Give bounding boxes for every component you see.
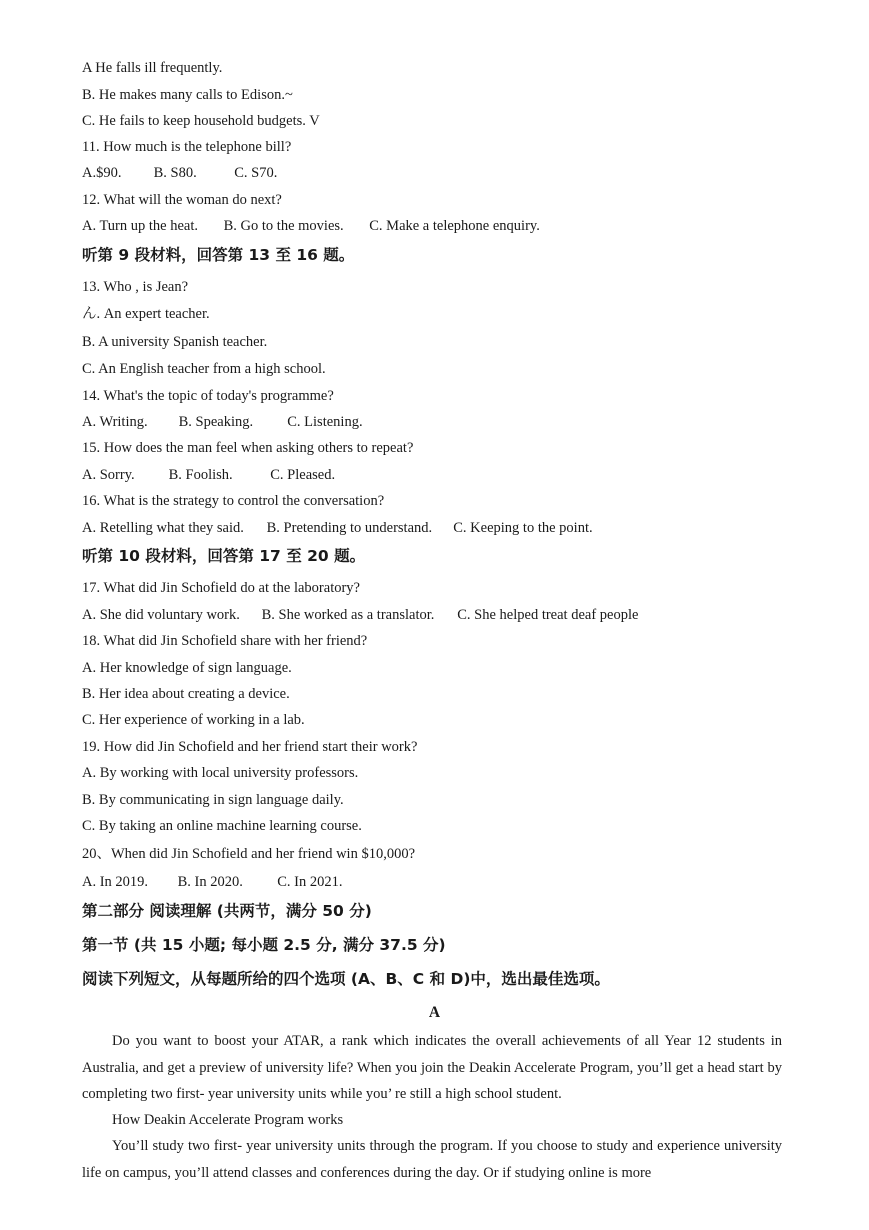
q18-option-a: A. Her knowledge of sign language. <box>82 660 292 676</box>
q17-option-a: A. She did voluntary work. <box>82 607 240 623</box>
q15-question: 15. How does the man feel when asking others to repeat? <box>82 440 414 456</box>
section-9-heading: 听第 9 段材料，回答第 13 至 16 题。 <box>82 246 355 264</box>
q16-option-b: B. Pretending to understand. <box>266 520 433 536</box>
passage-subheading: How Deakin Accelerate Program works <box>112 1112 344 1128</box>
q15-option-b: B. Foolish. <box>168 467 233 483</box>
q11-option-a: A.$90. <box>82 165 122 181</box>
q20-option-b: B. In 2020. <box>177 874 243 890</box>
section-10-heading: 听第 10 段材料，回答第 17 至 20 题。 <box>82 547 366 565</box>
q13-option-c: C. An English teacher from a high school. <box>82 361 326 377</box>
q16-option-c: C. Keeping to the point. <box>453 520 593 536</box>
q20-question: 20、When did Jin Schofield and her friend win $10,000? <box>82 846 416 862</box>
q10-option-a: A He falls ill frequently. <box>82 60 223 76</box>
q16-option-a: A. Retelling what they said. <box>82 520 244 536</box>
q13-option-a: ん. An expert teacher. <box>82 306 210 322</box>
q11-option-c: C. S70. <box>234 165 278 181</box>
q18-option-c: C. Her experience of working in a lab. <box>82 712 305 728</box>
part-2-instructions: 阅读下列短文，从每题所给的四个选项 (A、B、C 和 D)中，选出最佳选项。 <box>82 970 610 988</box>
passage-paragraph-2 <box>82 1133 782 1186</box>
q19-option-c: C. By taking an online machine learning course. <box>82 818 362 834</box>
q19-question: 19. How did Jin Schofield and her friend start their work? <box>82 739 418 755</box>
passage-label: A <box>428 1004 441 1021</box>
q14-option-c: C. Listening. <box>287 414 363 430</box>
q14-options <box>82 413 363 431</box>
q16-question: 16. What is the strategy to control the conversation? <box>82 493 385 509</box>
q11-question: 11. How much is the telephone bill? <box>82 139 292 155</box>
q15-option-a: A. Sorry. <box>82 467 135 483</box>
q12-option-b: B. Go to the movies. <box>223 218 344 234</box>
q12-option-c: C. Make a telephone enquiry. <box>369 218 540 234</box>
q16-options <box>82 519 593 537</box>
q12-options <box>82 217 540 235</box>
q18-option-b: B. Her idea about creating a device. <box>82 686 290 702</box>
q14-question: 14. What's the topic of today's programme? <box>82 388 334 404</box>
q20-option-a: A. In 2019. <box>82 874 149 890</box>
q20-options <box>82 873 343 891</box>
q17-options <box>82 606 638 624</box>
q11-option-b: B. S80. <box>153 165 197 181</box>
q15-option-c: C. Pleased. <box>270 467 336 483</box>
q17-question: 17. What did Jin Schofield do at the laboratory? <box>82 580 360 596</box>
q17-option-c: C. She helped treat deaf people <box>457 607 639 623</box>
q19-option-a: A. By working with local university professors. <box>82 765 359 781</box>
q14-option-b: B. Speaking. <box>178 414 254 430</box>
q13-question: 13. Who , is Jean? <box>82 279 189 295</box>
q18-question: 18. What did Jin Schofield share with her friend? <box>82 633 368 649</box>
paragraph-1-text: Do you want to boost your ATAR, a rank which indicates the overall achievements of all Year 12 students in Australia, and get a preview of university life? When you join the Deakin Accelerate Program, you’ll get a head start by completing two first- year university units while you’ re still a high school student. <box>82 1033 782 1102</box>
q12-option-a: A. Turn up the heat. <box>82 218 198 234</box>
paragraph-2-text: You’ll study two first- year university units through the program. If you choose to study and experience university life on campus, you’ll attend classes and conferences during the day. Or if studying online is more <box>82 1138 782 1181</box>
q19-option-b: B. By communicating in sign language daily. <box>82 792 344 808</box>
q17-option-b: B. She worked as a translator. <box>261 607 435 623</box>
q10-option-c: C. He fails to keep household budgets. V <box>82 113 320 129</box>
q14-option-a: A. Writing. <box>82 414 148 430</box>
q11-options <box>82 164 277 182</box>
q15-options <box>82 466 335 484</box>
passage-paragraph-1 <box>82 1028 782 1108</box>
part-2-section-1-heading: 第一节 (共 15 小题; 每小题 2.5 分, 满分 37.5 分) <box>82 936 446 954</box>
part-2-heading: 第二部分 阅读理解 (共两节，满分 50 分) <box>82 902 372 920</box>
q13-option-b: B. A university Spanish teacher. <box>82 334 268 350</box>
q12-question: 12. What will the woman do next? <box>82 192 282 208</box>
q20-option-c: C. In 2021. <box>277 874 343 890</box>
q10-option-b: B. He makes many calls to Edison.~ <box>82 87 293 103</box>
